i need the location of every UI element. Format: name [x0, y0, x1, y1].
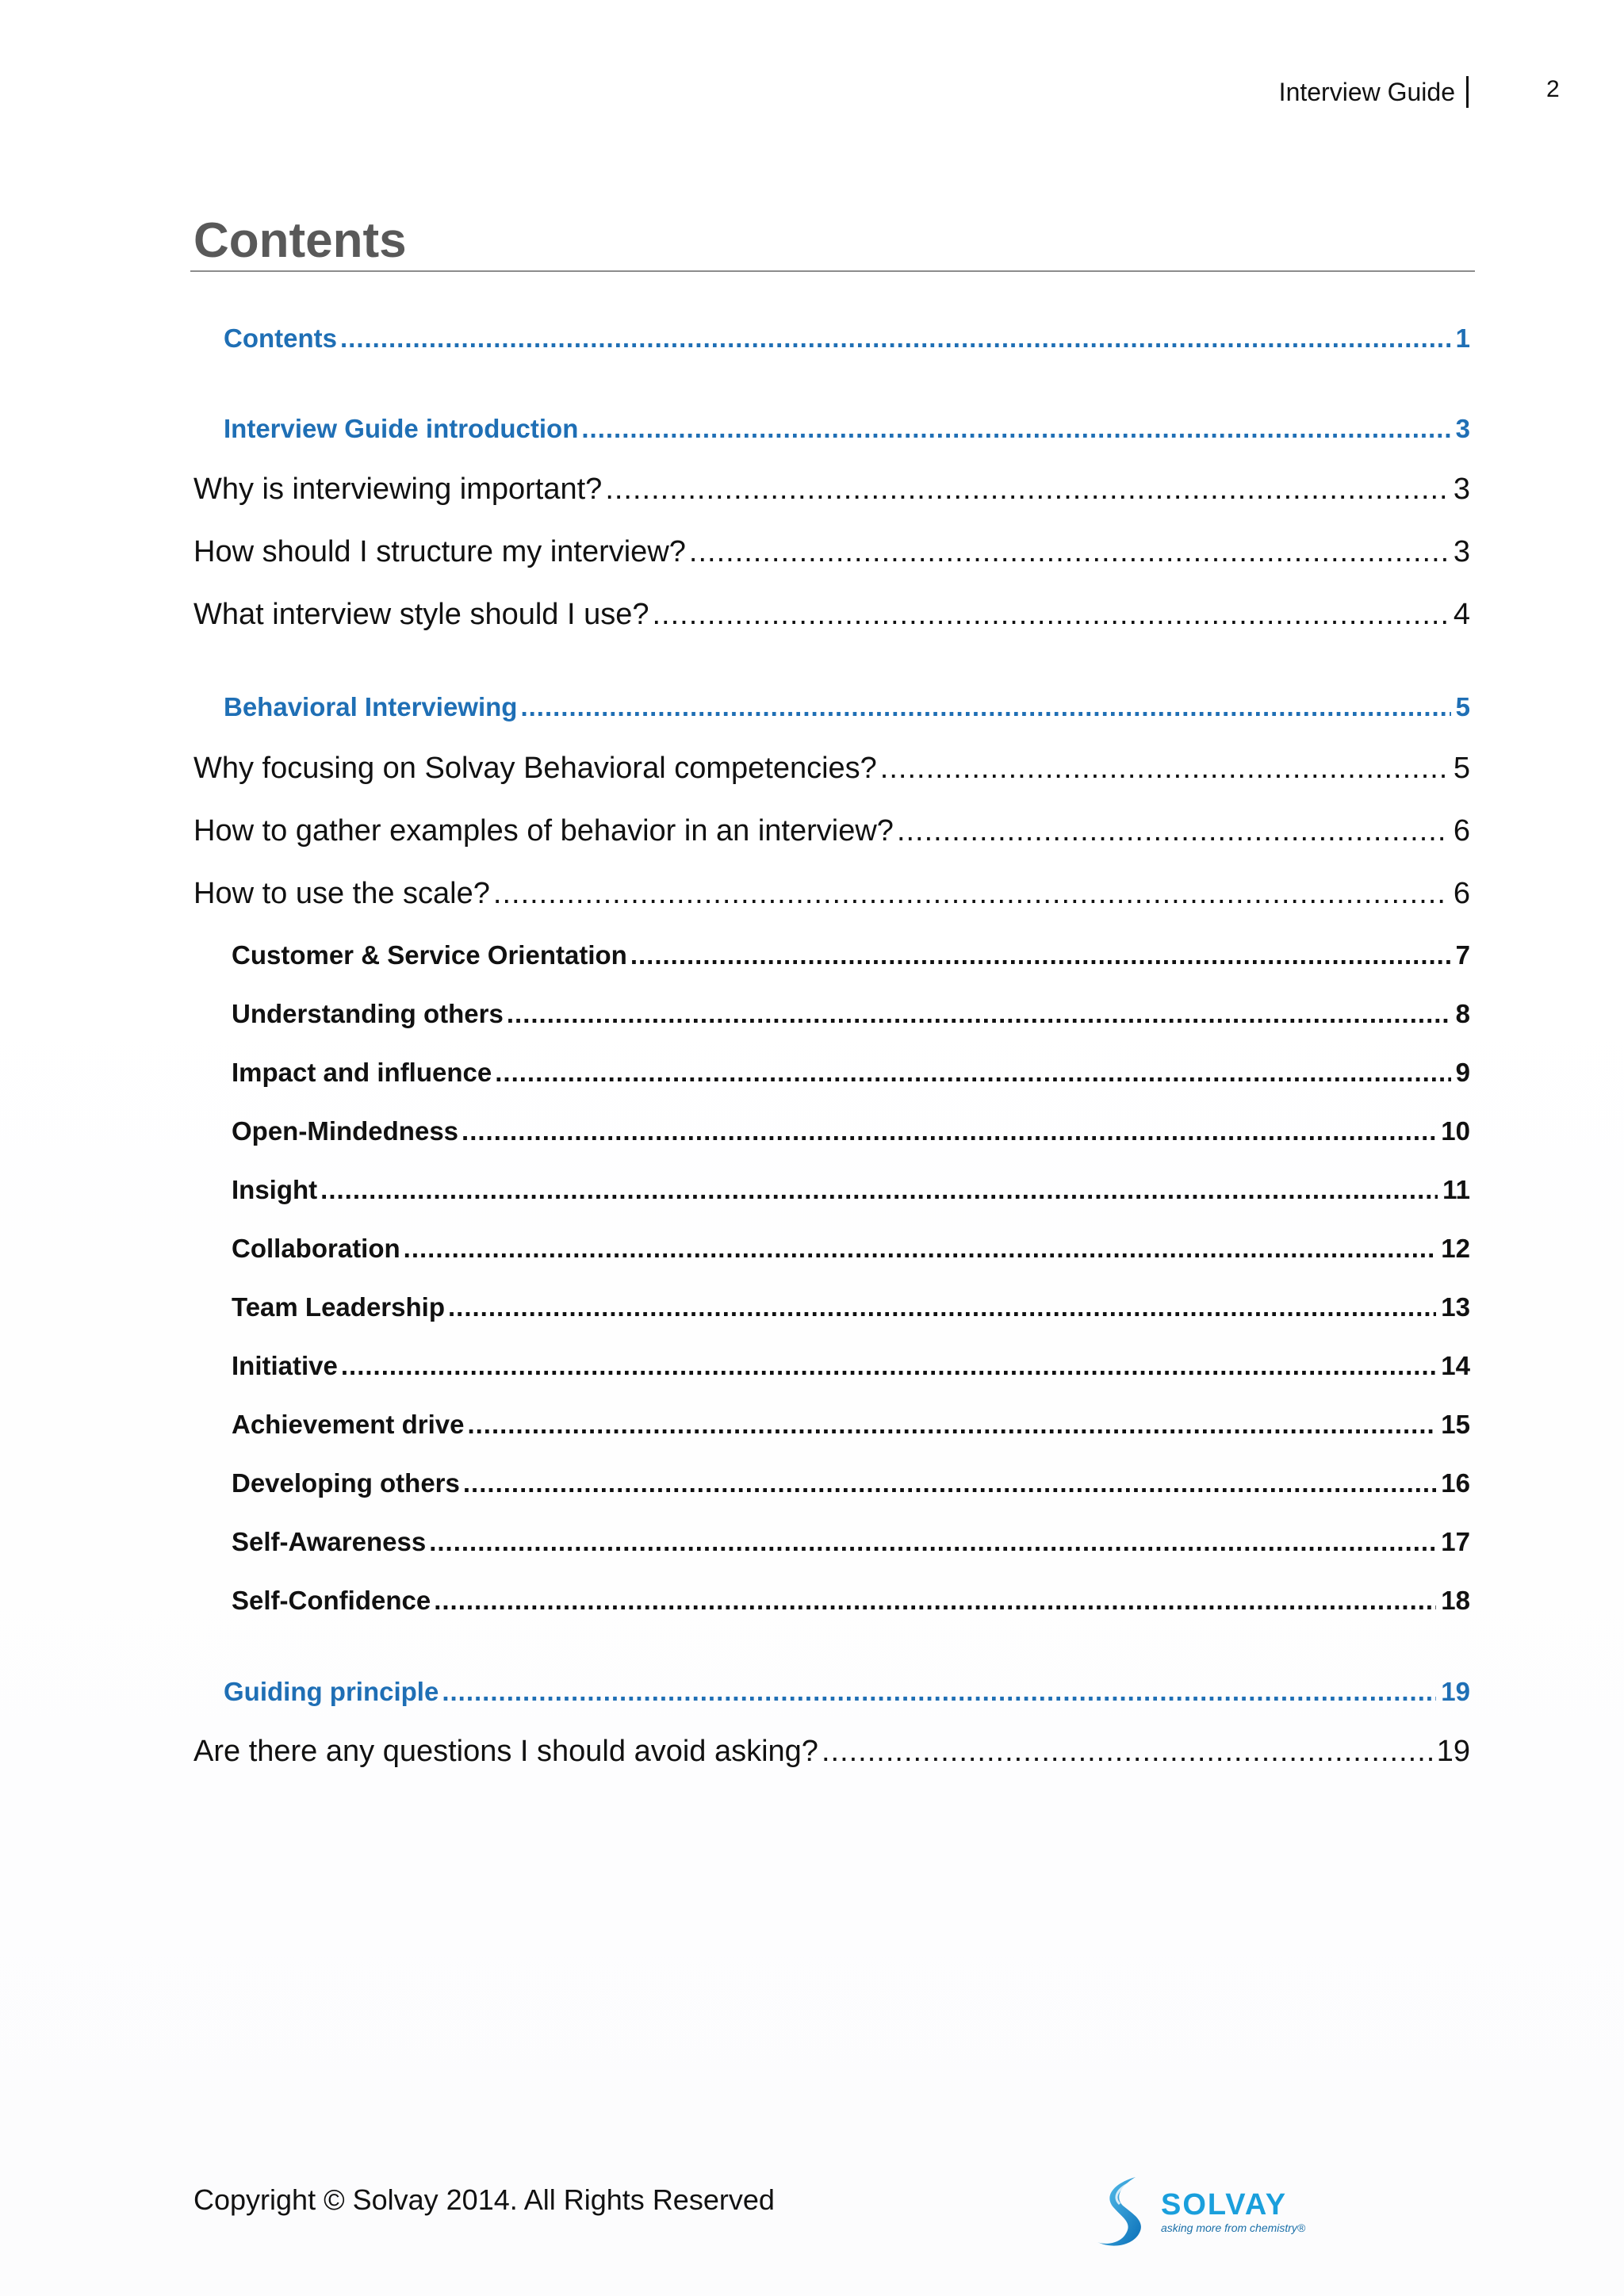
logo-tagline: asking more from chemistry® [1161, 2221, 1306, 2234]
toc-entry-gather-examples[interactable]: How to gather examples of behavior in an interview? ..... 6 [193, 814, 1470, 848]
toc-entry-questions-to-avoid[interactable]: Are there any questions I should avoid asking? ..... 19 [193, 1735, 1470, 1769]
logo-name: SOLVAY [1161, 2188, 1288, 2221]
toc-entry-use-scale[interactable]: How to use the scale? ..... 6 [193, 877, 1470, 911]
toc-entry-contents[interactable]: Contents ..... 1 [224, 323, 1470, 354]
toc-entry-interview-style[interactable]: What interview style should I use? ..... 4 [193, 598, 1470, 632]
toc-entry-understanding-others[interactable]: Understanding others ..... 8 [232, 999, 1470, 1029]
toc-entry-achievement-drive[interactable]: Achievement drive ..... 15 [232, 1410, 1470, 1440]
toc-entry-impact-influence[interactable]: Impact and influence ..... 9 [232, 1058, 1470, 1088]
toc-entry-open-mindedness[interactable]: Open-Mindedness ..... 10 [232, 1116, 1470, 1146]
running-header-title: Interview Guide [1278, 77, 1455, 106]
toc-entry-developing-others[interactable]: Developing others ..... 16 [232, 1468, 1470, 1498]
toc-entry-team-leadership[interactable]: Team Leadership ..... 13 [232, 1292, 1470, 1322]
toc-entry-why-interviewing-important[interactable]: Why is interviewing important? ..... 3 [193, 473, 1470, 507]
toc-entry-structure-interview[interactable]: How should I structure my interview? ..... 3 [193, 535, 1470, 569]
page-title: Contents [193, 213, 407, 268]
toc-entry-initiative[interactable]: Initiative ..... 14 [232, 1351, 1470, 1381]
footer-copyright: Copyright © Solvay 2014. All Rights Reserved [193, 2183, 775, 2216]
toc-entry-guiding-principle[interactable]: Guiding principle ..... 19 [224, 1677, 1470, 1707]
header-separator [1466, 76, 1469, 108]
running-header [1279, 76, 1469, 108]
page-number: 2 [1546, 76, 1560, 102]
toc-entry-self-awareness[interactable]: Self-Awareness ..... 17 [232, 1527, 1470, 1557]
toc-entry-solvay-competencies[interactable]: Why focusing on Solvay Behavioral competencies? ..... 5 [193, 752, 1470, 786]
title-rule [190, 270, 1475, 272]
toc-entry-interview-guide-introduction[interactable]: Interview Guide introduction ..... 3 [224, 414, 1470, 444]
solvay-logo [1090, 2172, 1305, 2252]
toc-entry-insight[interactable]: Insight ..... 11 [232, 1175, 1470, 1205]
toc-entry-behavioral-interviewing[interactable]: Behavioral Interviewing ..... 5 [224, 692, 1470, 722]
toc-entry-customer-service-orientation[interactable]: Customer & Service Orientation ..... 7 [232, 940, 1470, 970]
toc-entry-self-confidence[interactable]: Self-Confidence ..... 18 [232, 1586, 1470, 1616]
toc-entry-collaboration[interactable]: Collaboration ..... 12 [232, 1234, 1470, 1264]
solvay-s-logo-icon [1090, 2172, 1153, 2252]
